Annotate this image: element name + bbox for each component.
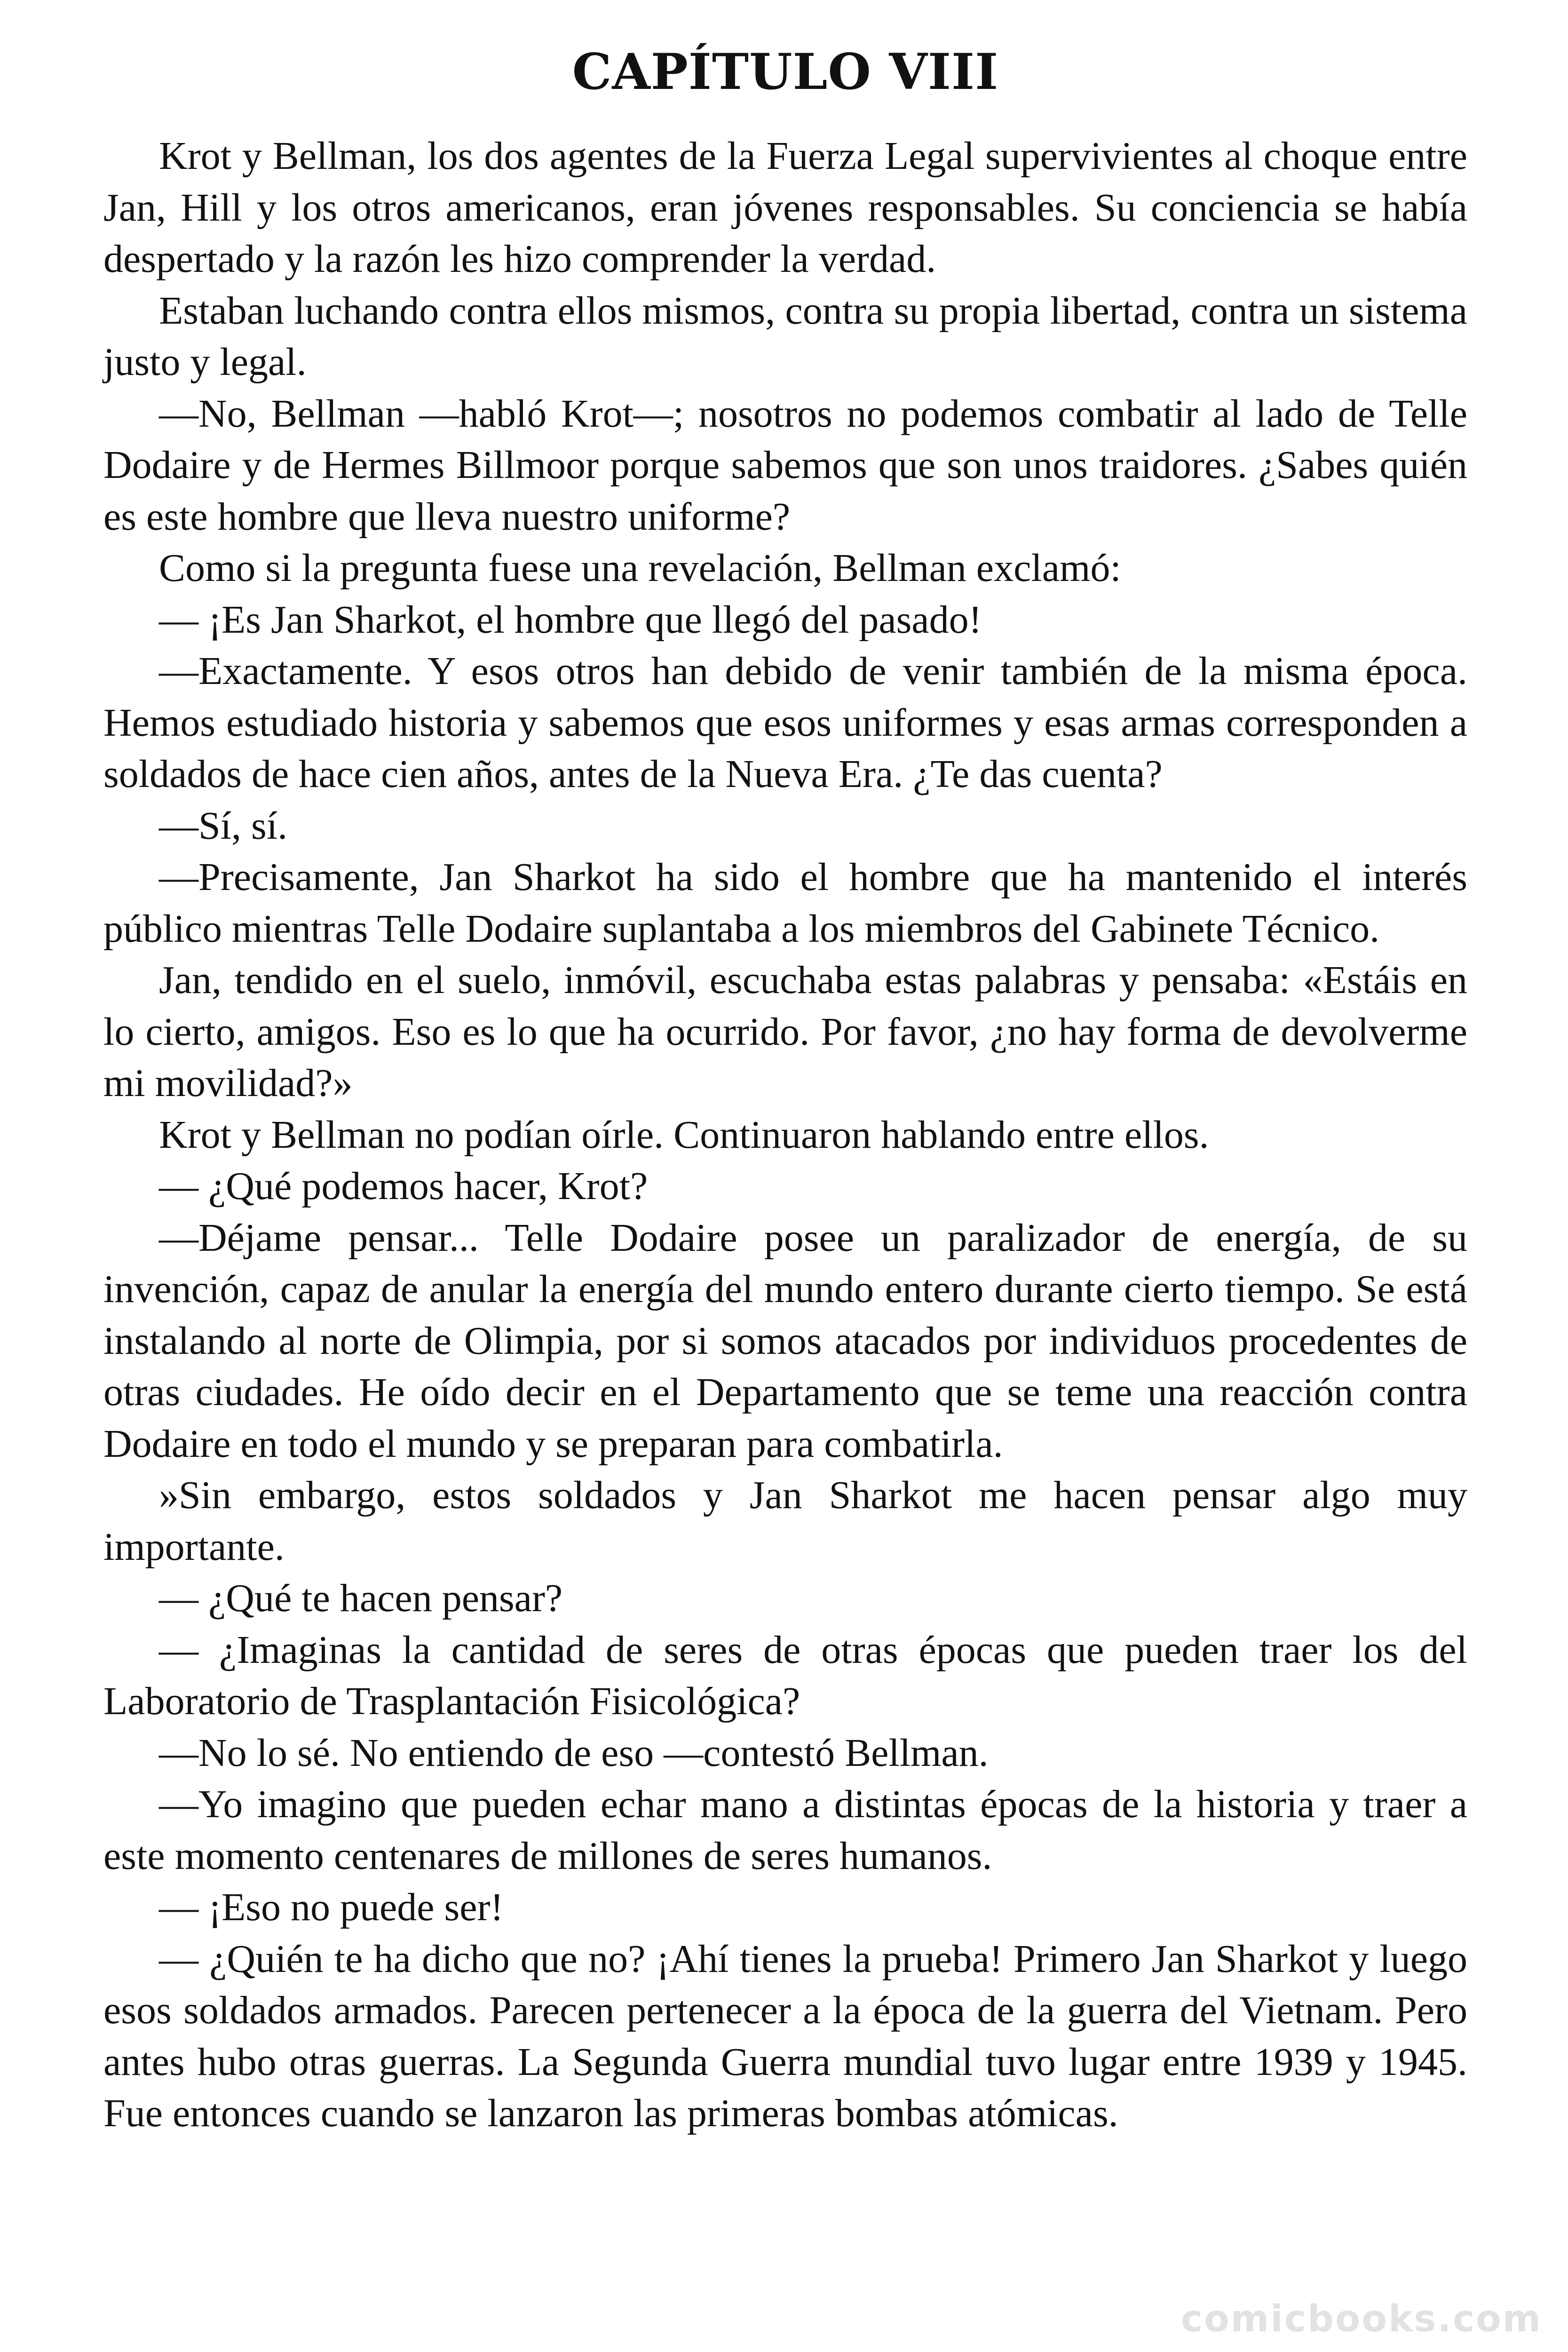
paragraph: »Sin embargo, estos soldados y Jan Sharkot me hacen pensar algo muy importante.	[103, 1473, 1467, 1569]
paragraph: —Yo imagino que pueden echar mano a distintas épocas de la historia y traer a este momento centenares de millones de seres humanos.	[103, 1782, 1467, 1878]
paragraph: Jan, tendido en el suelo, inmóvil, escuchaba estas palabras y pensaba: «Estáis en lo cierto, amigos. Eso es lo que ha ocurrido. Por favor, ¿no hay forma de devolverme mi movilidad?»	[103, 958, 1467, 1105]
paragraph: — ¡Eso no puede ser!	[159, 1885, 504, 1929]
paragraph: — ¿Qué podemos hacer, Krot?	[159, 1164, 648, 1208]
paragraph: — ¿Quién te ha dicho que no? ¡Ahí tienes la prueba! Primero Jan Sharkot y luego esos soldados armados. Parecen pertenecer a la época de la guerra del Vietnam. Pero antes hubo otras guerras. La Segunda Guerra mundial tuvo lugar entre 1939 y 1945. Fue entonces cuando se lanzaron las primeras bombas atómicas.	[103, 1937, 1467, 2135]
paragraph: Como si la pregunta fuese una revelación, Bellman exclamó:	[159, 546, 1121, 590]
book-page	[103, 0, 1467, 2352]
paragraph: —Sí, sí.	[159, 803, 288, 848]
watermark: comicbooks.com	[1180, 2298, 1542, 2340]
paragraph: —Exactamente. Y esos otros han debido de venir también de la misma época. Hemos estudiado historia y sabemos que esos uniformes y esas armas corresponden a soldados de hace cien años, antes de la Nueva Era. ¿Te das cuenta?	[103, 649, 1467, 796]
chapter-body	[103, 130, 1467, 2139]
paragraph: — ¡Es Jan Sharkot, el hombre que llegó del pasado!	[159, 597, 982, 642]
paragraph: —Déjame pensar... Telle Dodaire posee un paralizador de energía, de su invención, capaz de anular la energía del mundo entero durante cierto tiempo. Se está instalando al norte de Olimpia, por si somos atacados por individuos procedentes de otras ciudades. He oído decir en el Departamento que se teme una reacción contra Dodaire en todo el mundo y se preparan para combatirla.	[103, 1216, 1467, 1466]
paragraph: —Precisamente, Jan Sharkot ha sido el hombre que ha mantenido el interés público mientras Telle Dodaire suplantaba a los miembros del Gabinete Técnico.	[103, 855, 1467, 951]
paragraph: — ¿Imaginas la cantidad de seres de otras épocas que pueden traer los del Laboratorio de Trasplantación Fisicológica?	[103, 1628, 1467, 1723]
paragraph: — ¿Qué te hacen pensar?	[159, 1576, 563, 1620]
paragraph: —No, Bellman —habló Krot—; nosotros no podemos combatir al lado de Telle Dodaire y de Hermes Billmoor porque sabemos que son unos traidores. ¿Sabes quién es este hombre que lleva nuestro uniforme?	[103, 391, 1467, 539]
paragraph: Krot y Bellman no podían oírle. Continuaron hablando entre ellos.	[159, 1112, 1209, 1157]
paragraph: Estaban luchando contra ellos mismos, contra su propia libertad, contra un sistema justo y legal.	[103, 288, 1467, 384]
chapter-title: CAPÍTULO VIII	[572, 42, 999, 101]
paragraph: —No lo sé. No entiendo de eso —contestó Bellman.	[159, 1731, 989, 1775]
paragraph: Krot y Bellman, los dos agentes de la Fuerza Legal supervivientes al choque entre Jan, Hill y los otros americanos, eran jóvenes responsables. Su conciencia se había despertado y la razón les hizo comprender la verdad.	[103, 134, 1467, 281]
